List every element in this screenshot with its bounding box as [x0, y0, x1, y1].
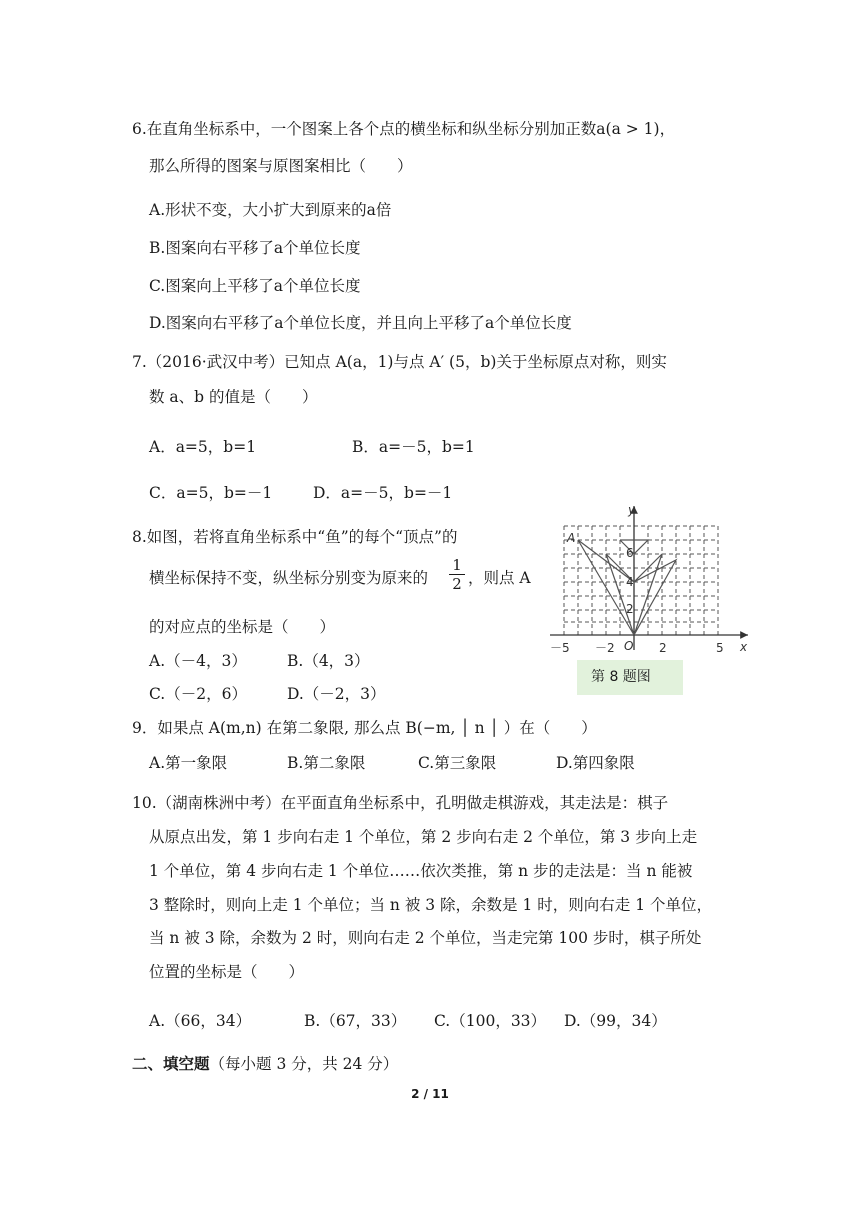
q6-option-c: C.图案向上平移了a个单位长度 — [149, 277, 361, 295]
q9-option-d: D.第四象限 — [556, 754, 635, 772]
axis-label-y: y — [628, 503, 636, 517]
q8-stem-line1: 8.如图，若将直角坐标系中“鱼”的每个“顶点”的 — [132, 528, 458, 546]
y-tick-label: 6 — [626, 546, 634, 560]
q10-option-a: A.（66，34） — [149, 1012, 252, 1030]
q10-stem-line3: 1 个单位，第 4 步向右走 1 个单位……依次类推，第 n 步的走法是：当 n 能被 — [149, 862, 693, 880]
q10-option-d: D.（99，34） — [564, 1012, 667, 1030]
x-tick-label: －2 — [595, 641, 615, 655]
q6-stem-line2: 那么所得的图案与原图案相比（ ） — [149, 157, 413, 175]
q8-coordinate-figure — [540, 500, 760, 658]
grid — [564, 526, 718, 635]
page-number: 2 / 11 — [411, 1087, 449, 1101]
q7-option-c: C．a=5，b=－1 — [149, 484, 273, 502]
x-tick-label: 5 — [716, 641, 724, 655]
point-a-label: A — [567, 531, 576, 545]
q8-stem-line2-post: ，则点 A — [468, 569, 531, 587]
q8-fraction — [449, 556, 465, 593]
section-note: （每小题 3 分，共 24 分） — [209, 1055, 399, 1073]
q6-option-b: B.图案向右平移了a个单位长度 — [149, 239, 361, 257]
q8-option-a: A.（－4，3） — [149, 652, 247, 670]
q10-stem-line4: 3 整除时，则向上走 1 个单位；当 n 被 3 除，余数是 1 时，则向右走 1 个单位， — [149, 896, 712, 914]
q8-option-c: C.（－2，6） — [149, 685, 247, 703]
q8-fraction-numerator: 1 — [449, 556, 465, 575]
q7-option-a: A．a=5，b=1 — [149, 438, 257, 456]
q10-stem-line2: 从原点出发，第 1 步向右走 1 个单位，第 2 步向右走 2 个单位，第 3 步向上走 — [149, 828, 698, 846]
q8-option-b: B.（4，3） — [287, 652, 370, 670]
section-title: 二、填空题 — [132, 1054, 210, 1073]
q6-option-d: D.图案向右平移了a个单位长度，并且向上平移了a个单位长度 — [149, 314, 572, 332]
q7-stem-line1: 7.（2016·武汉中考）已知点 A(a，1)与点 A′ (5，b)关于坐标原点对称，则实 — [132, 353, 667, 371]
q9-option-c: C.第三象限 — [418, 754, 497, 772]
q10-option-b: B.（67，33） — [304, 1012, 407, 1030]
q8-option-d: D.（－2，3） — [287, 685, 386, 703]
q10-option-c: C.（100，33） — [434, 1012, 547, 1030]
origin-label: O — [624, 639, 634, 653]
x-tick-label: －5 — [550, 641, 570, 655]
q9-option-b: B.第二象限 — [287, 754, 366, 772]
axis-label-x: x — [740, 640, 748, 654]
q8-stem-line2-pre: 横坐标保持不变，纵坐标分别变为原来的 — [149, 569, 429, 587]
q8-fraction-denominator: 2 — [452, 575, 462, 593]
q8-figure-caption: 第 8 题图 — [577, 660, 683, 695]
q10-stem-line1: 10.（湖南株洲中考）在平面直角坐标系中，孔明做走棋游戏，其走法是：棋子 — [132, 794, 669, 812]
q7-option-b: B．a=－5，b=1 — [352, 438, 475, 456]
x-tick-label: 2 — [659, 641, 667, 655]
q9-option-a: A.第一象限 — [149, 754, 228, 772]
q7-stem-line2: 数 a、b 的值是（ ） — [149, 388, 318, 406]
q9-stem: 9．如果点 A(m,n) 在第二象限, 那么点 B(−m, │ n │ ）在（ ） — [132, 719, 597, 737]
section-heading — [132, 1054, 398, 1074]
q10-stem-line6: 位置的坐标是（ ） — [149, 963, 305, 981]
q6-stem-line1: 6.在直角坐标系中，一个图案上各个点的横坐标和纵坐标分别加正数a(a > 1)， — [132, 120, 676, 138]
q7-option-d: D．a=－5，b=－1 — [313, 484, 453, 502]
q8-stem-line3: 的对应点的坐标是（ ） — [149, 618, 336, 636]
y-tick-label: 2 — [626, 602, 634, 616]
q10-stem-line5: 当 n 被 3 除，余数为 2 时，则向右走 2 个单位，当走完第 100 步时，棋子所处 — [149, 929, 702, 947]
q6-option-a: A.形状不变，大小扩大到原来的a倍 — [149, 201, 392, 219]
y-tick-label: 4 — [626, 575, 634, 589]
